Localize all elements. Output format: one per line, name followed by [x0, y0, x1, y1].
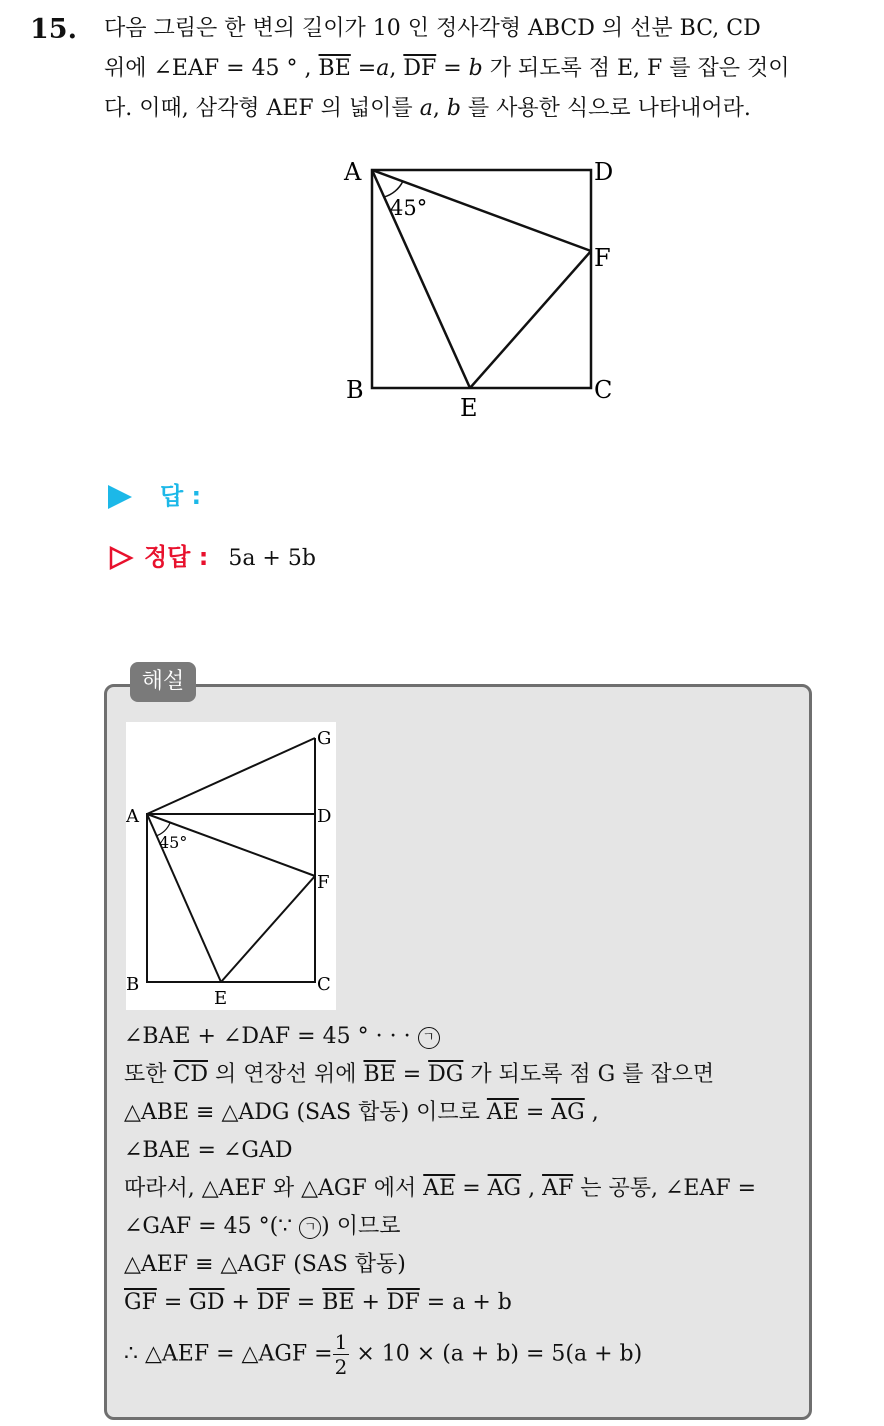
label-b-2: B — [126, 974, 140, 995]
solution-figure — [126, 722, 336, 1010]
segment-ef — [470, 251, 591, 388]
correct-answer-row — [108, 537, 316, 572]
answer-label: 답 : — [160, 482, 202, 510]
solution-line-1: ∠BAE + ∠DAF = 45 ° · · · ㄱ — [124, 1026, 440, 1049]
solution-line-9: ∴ △AEF = △AGF = $\frac{1}{2}$ × 10 × (a + b) = 5(a + b) — [124, 1330, 643, 1379]
solution-line-7: △AEF ≡ △AGF (SAS 합동) — [124, 1252, 406, 1277]
correct-answer-label: 정답 : — [144, 543, 209, 571]
label-f: F — [594, 244, 611, 272]
solution-line-4: ∠BAE = ∠GAD — [124, 1138, 293, 1163]
label-e-2: E — [214, 988, 228, 1009]
label-e: E — [460, 394, 478, 422]
segment-be: $\overline{BE}$ — [318, 56, 351, 81]
solution-line-2: 또한 $\overline{CD}$ 의 연장선 위에 $\overline{BE} = \overline{DG}$ 가 되도록 점 G 를 잡으면 — [124, 1062, 715, 1087]
solution-tag: 해설 — [130, 662, 196, 702]
angle-label-2: 45° — [159, 833, 188, 852]
segment-df: $\overline{DF}$ — [403, 56, 437, 81]
solution-line-5: 따라서, △AEF 와 △AGF 에서 $\overline{AE} = \overline{AG}$ , $\overline{AF}$ 는 공통, ∠EAF = — [124, 1176, 757, 1201]
label-g-2: G — [317, 728, 332, 749]
circled-label: ㄱ — [418, 1027, 440, 1049]
label-d: D — [594, 158, 614, 186]
label-f-2: F — [317, 872, 330, 893]
square-figure — [340, 150, 630, 425]
angle-arc — [384, 181, 403, 197]
answer-row — [108, 476, 201, 511]
play-triangle-icon — [108, 485, 132, 509]
label-d-2: D — [317, 806, 332, 827]
label-a: A — [344, 158, 362, 186]
label-c-2: C — [317, 974, 331, 995]
question-line-2: 위에 ∠EAF = 45 ° , $\overline{BE} =a$, $\overline{DF} = b$ 가 되도록 점 E, F 를 잡은 것이 — [104, 56, 790, 81]
correct-answer-value: 5a + 5b — [228, 546, 316, 571]
solution-line-8: $\overline{GF} = \overline{GD} + \overline{DF} = \overline{BE} + \overline{DF} = a + b$ — [124, 1290, 512, 1315]
outline-triangle-icon — [108, 545, 134, 571]
question-line-1: 다음 그림은 한 변의 길이가 10 인 정사각형 ABCD 의 선분 BC, CD — [104, 16, 761, 41]
label-a-2: A — [126, 806, 139, 827]
question-number: 15. — [30, 14, 77, 45]
fraction-half: $\frac{1}{2}$ — [334, 1330, 348, 1379]
angle-label: 45° — [390, 196, 428, 220]
label-b: B — [346, 376, 364, 404]
label-c: C — [594, 376, 613, 404]
solution-line-3: △ABE ≡ △ADG (SAS 합동) 이므로 $\overline{AE} = \overline{AG}$ , — [124, 1100, 599, 1125]
solution-line-6: ∠GAF = 45 °(∵ ㄱ ) 이므로 — [124, 1214, 401, 1239]
question-line-3: 다. 이때, 삼각형 AEF 의 넓이를 a, b 를 사용한 식으로 나타내어라. — [104, 96, 751, 121]
